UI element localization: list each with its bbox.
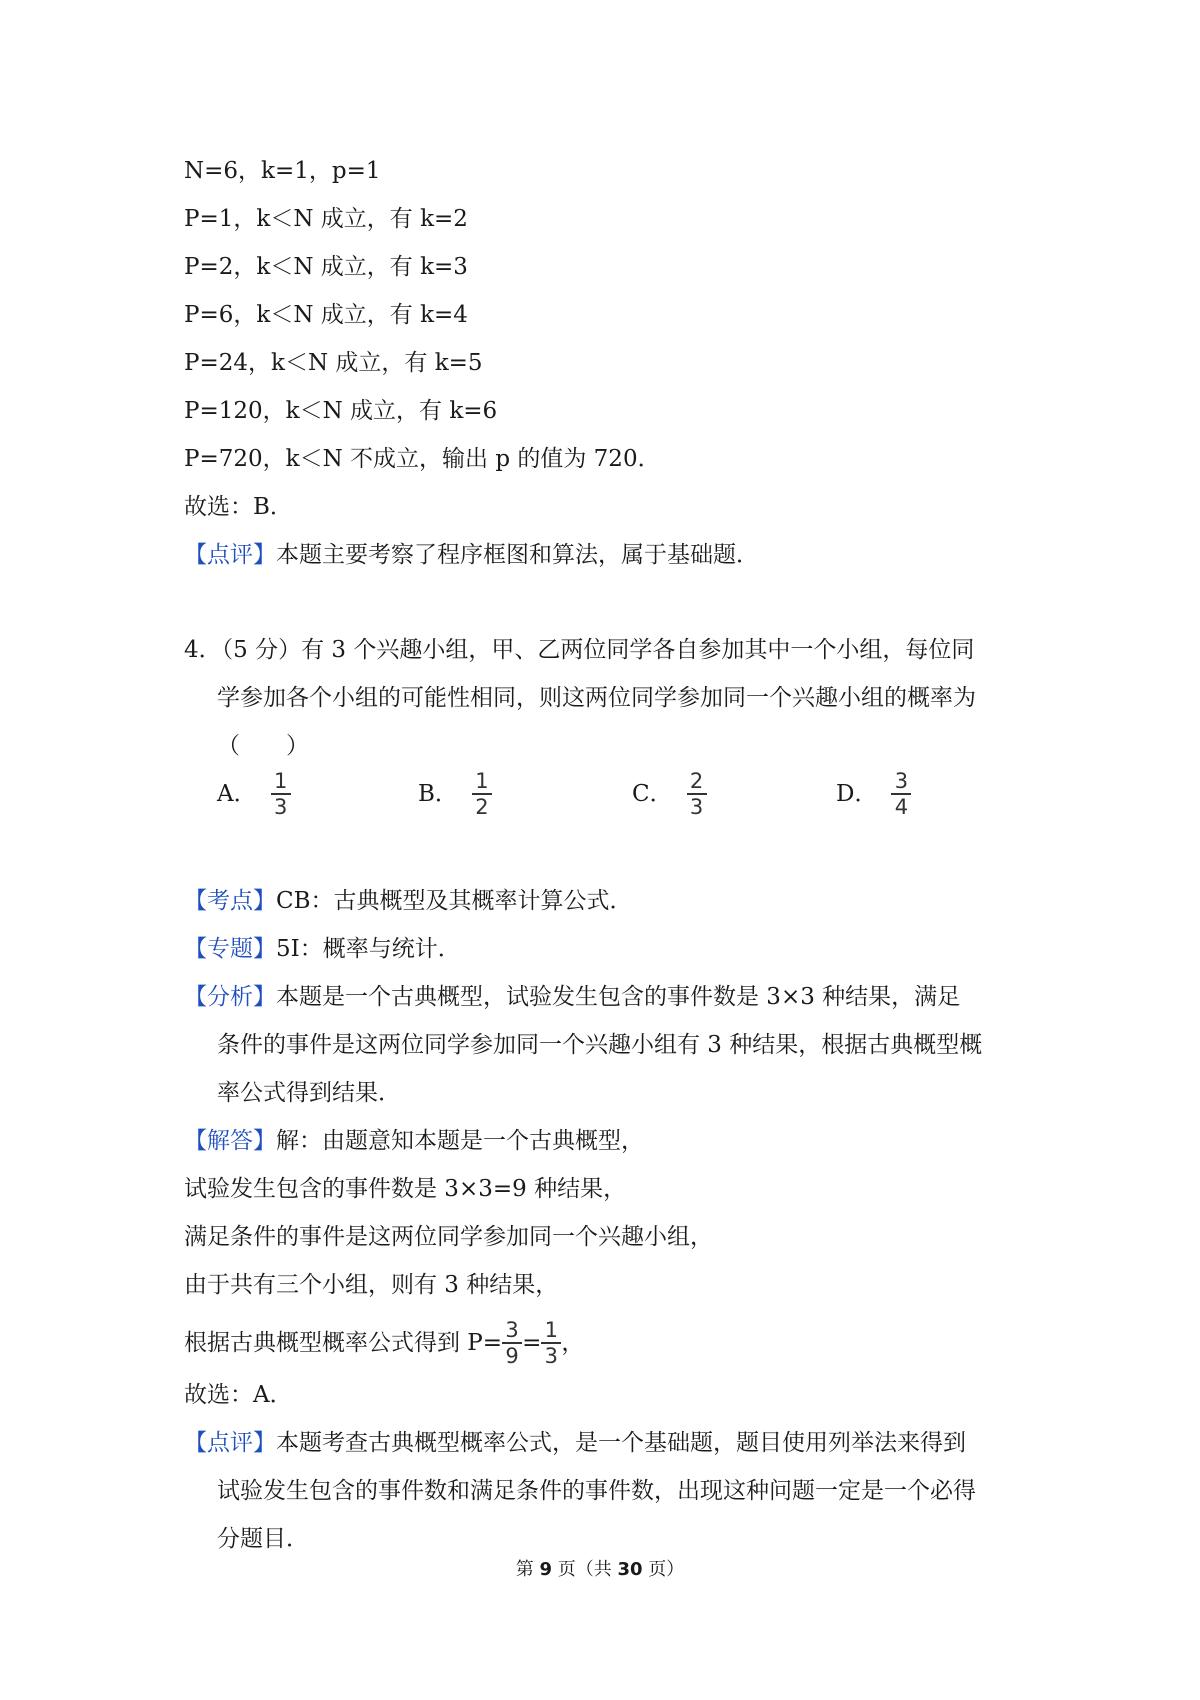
jieda-tag: 【解答】 xyxy=(184,1128,276,1154)
option-d-label: D． xyxy=(836,781,878,807)
jieda-line-2: 试验发生包含的事件数是 3×3=9 种结果， xyxy=(184,1176,627,1202)
fraction-2-denominator: 3 xyxy=(544,1344,559,1368)
question-line-1: 4．（5 分）有 3 个兴趣小组，甲、乙两位同学各自参加其中一个小组，每位同 xyxy=(184,637,975,663)
footer-total-pages: 30 xyxy=(617,1559,643,1580)
prev-review-tag: 【点评】 xyxy=(184,542,276,568)
footer-mid: 页（共 xyxy=(557,1559,612,1580)
option-c-fraction xyxy=(687,770,707,818)
jieda-line-5-prefix: 根据古典概型概率公式得到 P= xyxy=(184,1330,503,1356)
equals-sign: = xyxy=(522,1330,542,1356)
prev-review xyxy=(184,540,759,570)
review-tag: 【点评】 xyxy=(184,1430,276,1456)
option-d xyxy=(836,770,911,818)
fenxi-tag: 【分析】 xyxy=(184,984,276,1010)
question-line-3: （ ） xyxy=(217,733,309,759)
fenxi-line-2: 条件的事件是这两位同学参加同一个兴趣小组有 3 种结果，根据古典概型概 xyxy=(217,1032,983,1058)
option-d-denominator: 4 xyxy=(894,795,909,819)
final-answer: 故选：A． xyxy=(184,1382,293,1408)
kaodian xyxy=(184,886,633,916)
option-b xyxy=(418,770,492,818)
zhuanti-text: 5I：概率与统计． xyxy=(276,936,461,962)
footer-pre: 第 xyxy=(515,1559,534,1580)
probability-fraction-1 xyxy=(502,1319,522,1367)
kaodian-tag: 【考点】 xyxy=(184,888,276,914)
review-line-3: 分题目． xyxy=(217,1526,309,1552)
trace-line-6: P=120，k＜N 成立，有 k=6 xyxy=(184,398,498,424)
trace-line-2: P=1，k＜N 成立，有 k=2 xyxy=(184,206,468,232)
option-b-fraction xyxy=(472,770,492,818)
option-b-denominator: 2 xyxy=(475,795,489,819)
option-a-fraction xyxy=(271,770,291,818)
option-a-denominator: 3 xyxy=(273,795,288,819)
prev-answer: 故选：B． xyxy=(184,494,293,520)
option-a-numerator: 1 xyxy=(273,769,288,793)
footer-page-number: 9 xyxy=(539,1559,552,1580)
jieda xyxy=(184,1126,644,1156)
zhuanti-tag: 【专题】 xyxy=(184,936,276,962)
fenxi xyxy=(184,982,960,1012)
zhuanti xyxy=(184,934,461,964)
review-line-2: 试验发生包含的事件数和满足条件的事件数，出现这种问题一定是一个必得 xyxy=(217,1478,976,1504)
jieda-line-5-suffix: ， xyxy=(561,1330,585,1356)
option-c-denominator: 3 xyxy=(689,795,704,819)
review xyxy=(184,1428,966,1458)
footer-post: 页） xyxy=(648,1559,685,1580)
question-line-2: 学参加各个小组的可能性相同，则这两位同学参加同一个兴趣小组的概率为 xyxy=(217,685,976,711)
option-c-label: C． xyxy=(632,781,673,807)
jieda-line-1: 解：由题意知本题是一个古典概型， xyxy=(276,1128,644,1154)
option-a-label: A． xyxy=(217,781,257,807)
fraction-2-numerator: 1 xyxy=(544,1318,559,1342)
kaodian-text: CB：古典概型及其概率计算公式． xyxy=(276,888,633,914)
trace-line-3: P=2，k＜N 成立，有 k=3 xyxy=(184,254,468,280)
option-c xyxy=(632,770,707,818)
jieda-line-5 xyxy=(184,1315,584,1371)
review-line-1: 本题考查古典概型概率公式，是一个基础题，题目使用列举法来得到 xyxy=(276,1430,966,1456)
fenxi-line-3: 率公式得到结果． xyxy=(217,1080,401,1106)
trace-line-1: N=6，k=1，p=1 xyxy=(184,158,381,184)
option-b-numerator: 1 xyxy=(475,769,489,793)
option-b-label: B． xyxy=(418,781,458,807)
option-a xyxy=(217,770,291,818)
trace-line-4: P=6，k＜N 成立，有 k=4 xyxy=(184,302,468,328)
option-d-numerator: 3 xyxy=(894,769,909,793)
page-footer xyxy=(0,1558,1200,1582)
jieda-line-3: 满足条件的事件是这两位同学参加同一个兴趣小组， xyxy=(184,1224,713,1250)
prev-review-text: 本题主要考察了程序框图和算法，属于基础题． xyxy=(276,542,759,568)
option-c-numerator: 2 xyxy=(689,769,704,793)
fenxi-line-1: 本题是一个古典概型，试验发生包含的事件数是 3×3 种结果，满足 xyxy=(276,984,961,1010)
option-d-fraction xyxy=(891,770,911,818)
trace-line-5: P=24，k＜N 成立，有 k=5 xyxy=(184,350,483,376)
fraction-1-numerator: 3 xyxy=(505,1318,519,1342)
fraction-1-denominator: 9 xyxy=(505,1344,519,1368)
probability-fraction-2 xyxy=(541,1319,561,1367)
trace-line-7: P=720，k＜N 不成立，输出 p 的值为 720． xyxy=(184,446,661,472)
jieda-line-4: 由于共有三个小组，则有 3 种结果， xyxy=(184,1272,559,1298)
